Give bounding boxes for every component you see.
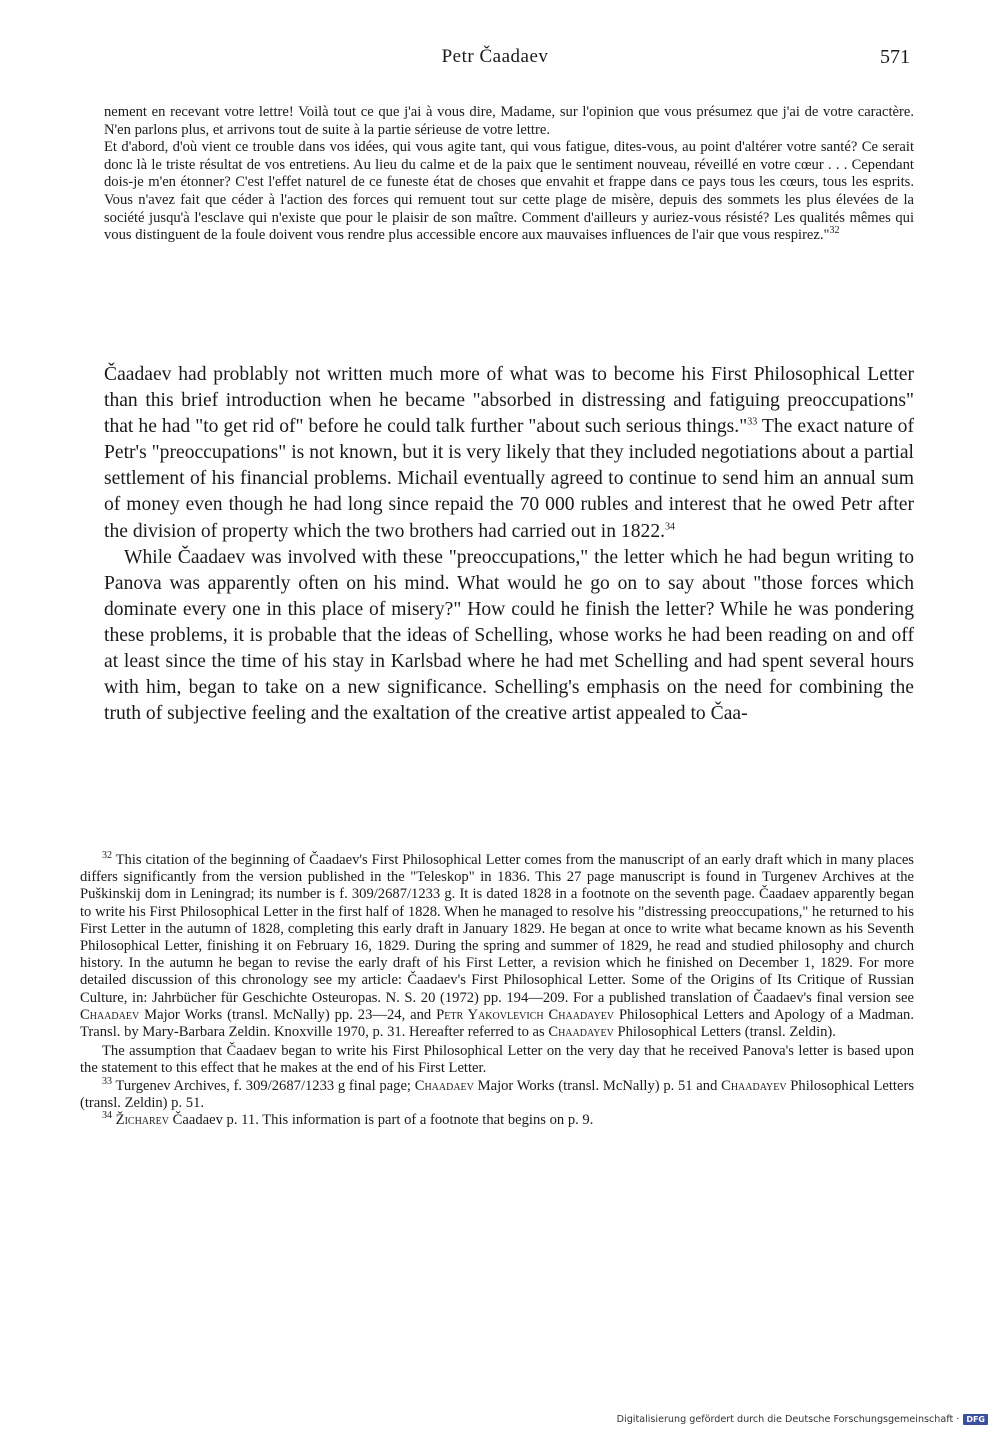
footnote-number: 33: [102, 1075, 112, 1087]
footnote-32: [80, 852, 914, 1041]
running-head: [80, 46, 910, 74]
page-number: 571: [880, 46, 910, 68]
author-name: Žicharev: [115, 1112, 170, 1129]
digitization-credit: [617, 1414, 988, 1425]
footnote-text: Philosophical Letters (transl. Zeldin) p. 51.: [80, 1077, 914, 1111]
body-paragraph: [104, 362, 914, 545]
footnote-text: Major Works (transl. McNally) p. 51 and: [473, 1077, 722, 1094]
author-name: Chaadayev: [721, 1077, 787, 1094]
quote-text: Et d'abord, d'où vient ce trouble dans vos idées, qui vous agite tant, qui vous fatigue, dites-vous, au point d'altérer votre santé? Ce serait donc là le triste résultat de vos entretiens. Au lieu du calme et de la paix que le sentiment nouveau, réveillé en votre cœur . . . Cependant dois-je m'en étonner? C'est l'effet naturel de ce funeste état de choses que envahit et frappe dans ce pays tous les cœurs, tous les esprits. Vous n'avez fait que céder à l'action des forces qui remuent tout sur cette plage de misère, depuis des sommets les plus élevées de la société jusqu'à l'esclave qui n'existe que pour le plaisir de son maître. Comment d'ailleurs y auriez-vous résisté? Les qualités mêmes qui vous distinguent de la foule doivent vous rendre plus accessible encore aux mauvaises influences de l'air que vous respirez.": [104, 139, 914, 244]
footnote-text: Major Works (transl. McNally) pp. 23—24, and: [139, 1006, 437, 1023]
footnote-32-continuation: The assumption that Čaadaev began to write his First Philosophical Letter on the very day that he received Panova's letter is based upon the statement to this effect that he makes at the end of his First Letter.: [80, 1043, 914, 1077]
footnote-text: Čaadaev p. 11. This information is part of a footnote that begins on p. 9.: [169, 1112, 594, 1129]
running-head-title: Petr Čaadaev: [441, 46, 549, 67]
quote-paragraph: [104, 139, 914, 245]
footnote-ref: 33: [747, 416, 758, 428]
body-text-span: Čaadaev had problably not written much more of what was to become his First Philosophical Letter than this brief introduction when he became "absorbed in distressing and fatiguing preoccupations" that he had "to get rid of" before he could talk further "about such serious things.": [104, 364, 914, 438]
credit-text: Digitalisierung gefördert durch die Deutsche Forschungsgemeinschaft ·: [616, 1414, 960, 1425]
author-name: Petr Yakovlevich Chaadayev: [436, 1006, 615, 1023]
quote-paragraph: nement en recevant votre lettre! Voilà tout ce que j'ai à vous dire, Madame, sur l'opinion que vous présumez que j'ai de votre caractère. N'en parlons plus, et arrivons tout de suite à la partie sérieuse de votre lettre.: [104, 104, 914, 138]
author-name: Chaadaev: [80, 1006, 140, 1023]
footnote-ref: 32: [829, 225, 840, 237]
french-quotation: [104, 104, 914, 245]
footnote-text: Turgenev Archives, f. 309/2687/1233 g final page;: [115, 1077, 415, 1094]
footnote-number: 32: [102, 850, 112, 862]
footnote-33: [80, 1075, 914, 1112]
author-name: Chaadaev: [414, 1077, 474, 1094]
footnote-text: Philosophical Letters and Apology of a Madman. Transl. by Mary-Barbara Zeldin. Knoxville 1970, p. 31. Hereafter referred to as: [80, 1006, 915, 1041]
footnote-number: 34: [102, 1110, 112, 1122]
body-text-span: The exact nature of Petr's "preoccupations" is not known, but it is very likely that they included negotiations about a partial settlement of his financial problems. Michail eventually agreed to continue to send him an annual sum of money even though he had long since repaid the 70 000 rubles and interest that he owed Petr after the division of property which the two brothers had carried out in 1822.: [104, 416, 914, 542]
footnotes: [80, 852, 914, 1129]
author-name: Chaadayev: [548, 1024, 614, 1041]
footnote-text: Philosophical Letters (transl. Zeldin).: [613, 1024, 836, 1041]
footnote-ref: 34: [665, 521, 676, 533]
body-paragraph: While Čaadaev was involved with these "preoccupations," the letter which he had begun writing to Panova was apparently often on his mind. What would he go on to say about "those forces which dominate every one in this place of misery?" How could he finish the letter? While he was pondering these problems, it is probable that the ideas of Schelling, whose works he had been reading on and off at least since the time of his stay in Karlsbad where he had met Schelling and had spent several hours with him, began to take on a new significance. Schelling's emphasis on the need for combining the truth of subjective feeling and the exaltation of the creative artist appealed to Čaa-: [104, 546, 914, 725]
dfg-logo: DFG: [963, 1414, 988, 1425]
body-text: [104, 362, 914, 727]
footnote-text: This citation of the beginning of Čaadaev's First Philosophical Letter comes from the manuscript of an early draft which in many places differs significantly from the version published in the "Teleskop" in 1836. This 27 page manuscript is found in Turgenev Archives at the Puškinskij dom in Leningrad; its number is f. 309/2687/1233 g. It is dated 1828 in a footnote on the seventh page. Čaadaev apparently began to write his First Philosophical Letter in the first half of 1828. When he managed to resolve his "distressing preoccupations," he returned to his First Letter in the autumn of 1828, completing this early draft in January 1829. He began at once to write what became known as his Seventh Philosophical Letter, finishing it on February 16, 1829. During the spring and summer of 1829, he read and studied philosophy and church history. In the autumn he began to revise the early draft of his First Letter, a revision which he finished on December 1, 1829. For more detailed discussion of this chronology see my article: Čaadaev's First Philosophical Letter. Some of the Origins of Its Critique of Russian Culture, in: Jahrbücher für Geschichte Osteuropas. N. S. 20 (1972) pp. 194—209. For a published translation of Čaadaev's final version see: [80, 852, 914, 1006]
footnote-34: [80, 1112, 914, 1129]
